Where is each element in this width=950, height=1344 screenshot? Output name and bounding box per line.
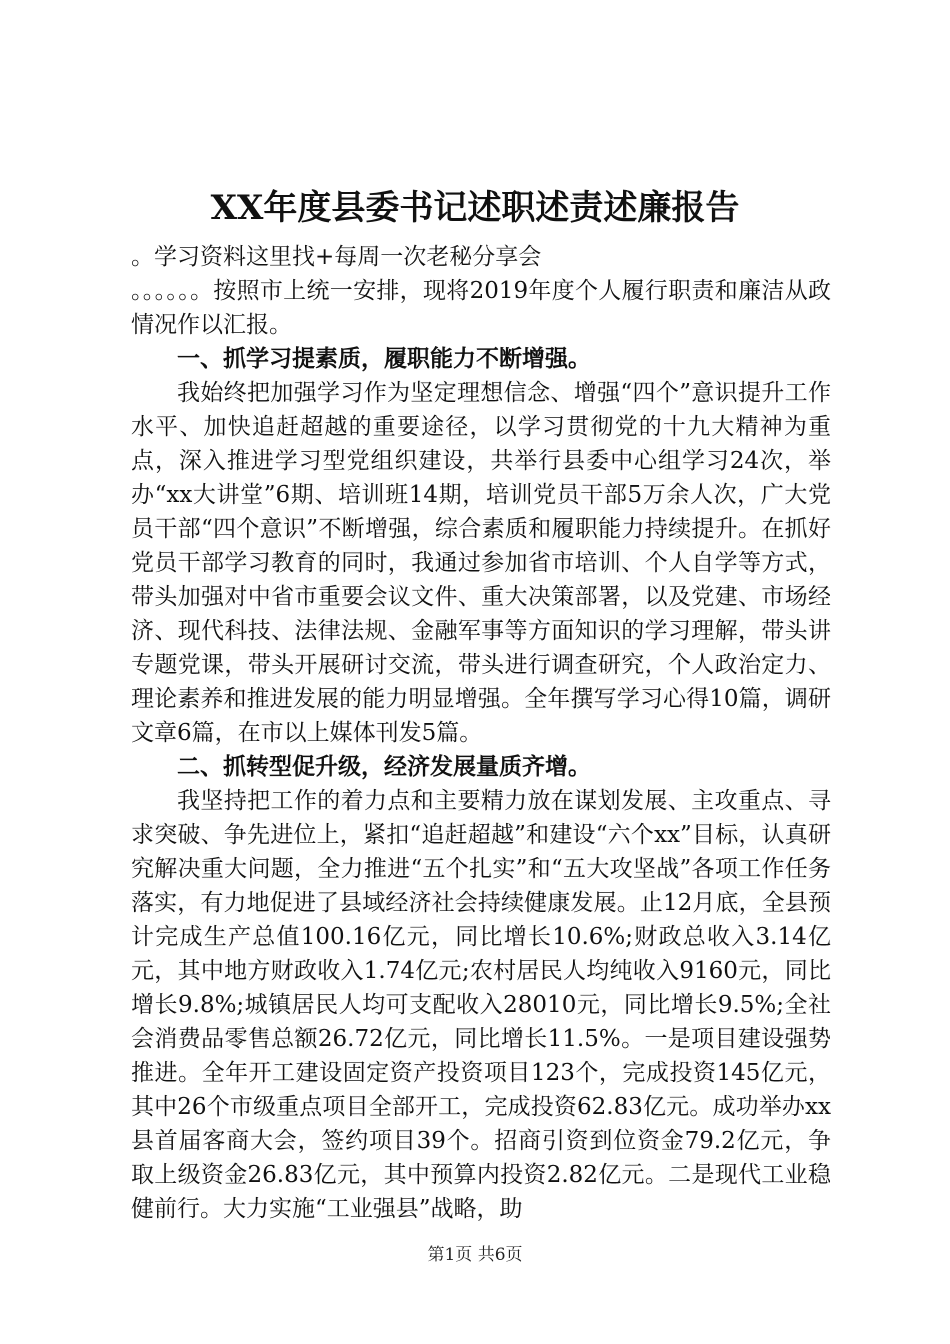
page-number-footer: 第1页 共6页 xyxy=(427,1245,523,1265)
section-2-heading: 二、抓转型促升级，经济发展量质齐增。 xyxy=(177,753,591,780)
document-title: XX年度县委书记述职述责述廉报告 xyxy=(210,188,740,228)
section-1-heading: 一、抓学习提素质，履职能力不断增强。 xyxy=(177,345,591,372)
intro-paragraph: 。。。。。。按照市上统一安排，现将2019年度个人履行职责和廉洁从政情况作以汇报。 xyxy=(131,278,831,338)
section-2-paragraph: 我坚持把工作的着力点和主要精力放在谋划发展、主攻重点、寻求突破、争先进位上，紧扣“追赶超越”和建设“六个xx”目标，认真研究解决重大问题，全力推进“五个扎实”和“五大攻坚战”各项工作任务落实，有力地促进了县域经济社会持续健康发展。止12月底，全县预计完成生产总值100.16亿元，同比增长10.6%;财政总收入3.14亿元，其中地方财政收入1.74亿元;农村居民人均纯收入9160元，同比增长9.8%;城镇居民人均可支配收入28010元，同比增长9.5%;全社会消费品零售总额26.72亿元，同比增长11.5%。一是项目建设强势推进。全年开工建设固定资产投资项目123个，完成投资145亿元，其中26个市级重点项目全部开工，完成投资62.83亿元。成功举办xx县首届客商大会，签约项目39个。招商引资到位资金79.2亿元，争取上级资金26.83亿元，其中预算内投资2.82亿元。二是现代工业稳健前行。大力实施“工业强县”战略，助 xyxy=(131,788,831,1222)
document-body xyxy=(131,240,831,1226)
section-1-paragraph: 我始终把加强学习作为坚定理想信念、增强“四个”意识提升工作水平、加快追赶超越的重要途径，以学习贯彻党的十九大精神为重点，深入推进学习型党组织建设，共举行县委中心组学习24次，举办“xx大讲堂”6期、培训班14期，培训党员干部5万余人次，广大党员干部“四个意识”不断增强，综合素质和履职能力持续提升。在抓好党员干部学习教育的同时，我通过参加省市培训、个人自学等方式，带头加强对中省市重要会议文件、重大决策部署，以及党建、市场经济、现代科技、法律法规、金融军事等方面知识的学习理解，带头讲专题党课，带头开展研讨交流，带头进行调查研究，个人政治定力、理论素养和推进发展的能力明显增强。全年撰写学习心得10篇，调研文章6篇，在市以上媒体刊发5篇。 xyxy=(131,380,831,746)
promo-line: 。学习资料这里找+每周一次老秘分享会 xyxy=(131,244,542,270)
